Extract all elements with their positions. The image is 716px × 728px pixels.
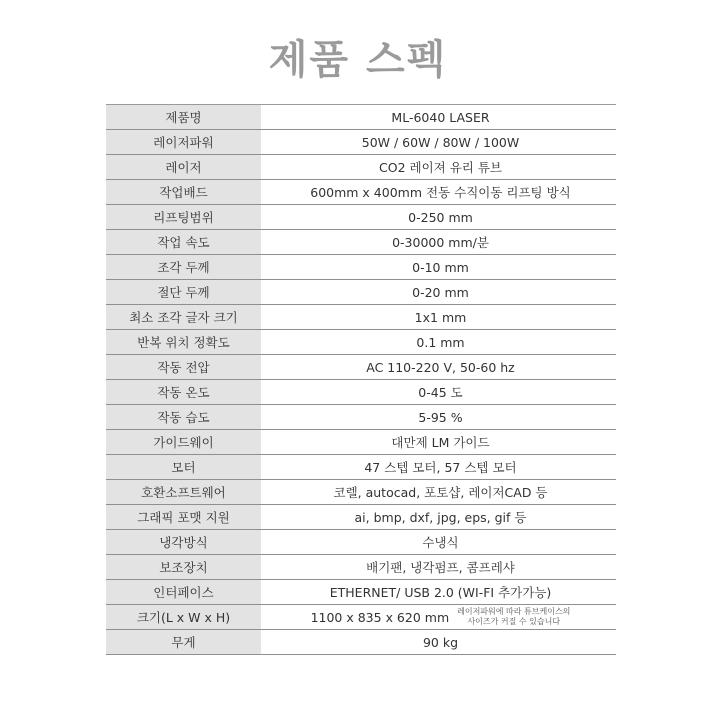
spec-value: 코렐, autocad, 포토샵, 레이저CAD 등 [333,485,548,500]
spec-table [106,104,616,655]
spec-value: 1x1 mm [414,309,467,325]
size-note-line-1: 레이저파워에 따라 튜브케이스의 [457,607,571,616]
size-note [457,607,570,627]
spec-value: 0-10 mm [412,259,469,275]
spec-value: 5-95 % [418,409,463,425]
spec-label: 모터 [106,455,261,479]
spec-row-cooling [106,530,616,555]
spec-label: 작업배드 [106,180,261,204]
spec-value: 수냉식 [422,535,459,550]
spec-row-graphic-format [106,505,616,530]
spec-row-size [106,605,616,630]
spec-label: 냉각방식 [106,530,261,554]
spec-label: 작동 온도 [106,380,261,404]
spec-value: 90 kg [422,634,459,650]
spec-label: 호환소프트웨어 [106,480,261,504]
spec-row-repeat-accuracy [106,330,616,355]
spec-value: 대만제 LM 가이드 [391,435,490,450]
spec-label: 무게 [106,630,261,654]
spec-row-voltage [106,355,616,380]
spec-row-auxiliary [106,555,616,580]
spec-row-laser [106,155,616,180]
spec-label: 반복 위치 정확도 [106,330,261,354]
spec-row-lifting-range [106,205,616,230]
spec-value: 배기팬, 냉각펌프, 콤프레샤 [366,560,515,575]
spec-row-engrave-thickness [106,255,616,280]
spec-label: 조각 두께 [106,255,261,279]
spec-row-work-bed [106,180,616,205]
spec-label: 인터페이스 [106,580,261,604]
spec-value: 50W / 60W / 80W / 100W [361,134,520,150]
spec-row-work-speed [106,230,616,255]
spec-value: 47 스텝 모터, 57 스텝 모터 [364,460,517,475]
spec-value: 0-20 mm [412,284,469,300]
spec-value: ai, bmp, dxf, jpg, eps, gif 등 [354,510,527,525]
spec-label: 그래픽 포맷 지원 [106,505,261,529]
spec-label: 절단 두께 [106,280,261,304]
spec-label: 제품명 [106,105,261,129]
spec-value: CO2 레이져 유리 튜브 [379,160,502,175]
spec-row-laser-power [106,130,616,155]
spec-row-software [106,480,616,505]
page-title: 제품 스펙 [268,37,448,83]
spec-value: 0-45 도 [418,385,463,400]
spec-label: 최소 조각 글자 크기 [106,305,261,329]
spec-row-cut-thickness [106,280,616,305]
spec-label: 가이드웨이 [106,430,261,454]
spec-label: 리프팅범위 [106,205,261,229]
spec-label: 레이저 [106,155,261,179]
spec-label: 작동 전압 [106,355,261,379]
spec-value: 0-30000 mm/분 [392,235,489,250]
spec-value: 600mm x 400mm 전동 수직이동 리프팅 방식 [310,185,571,200]
spec-value: 1100 x 835 x 620 mm [310,609,450,625]
spec-row-motor [106,455,616,480]
spec-label: 크기(L x W x H) [106,605,261,629]
spec-value: 0-250 mm [408,209,473,225]
spec-label: 작동 습도 [106,405,261,429]
size-note-line-2: 사이즈가 커질 수 있습니다 [467,617,561,626]
spec-value: ML-6040 LASER [391,109,490,125]
spec-row-humidity [106,405,616,430]
spec-row-product-name [106,105,616,130]
spec-row-min-char-size [106,305,616,330]
spec-value: 0.1 mm [416,334,465,350]
spec-label: 레이저파워 [106,130,261,154]
spec-value-with-note [265,605,616,629]
spec-row-interface [106,580,616,605]
spec-row-temperature [106,380,616,405]
spec-row-weight [106,630,616,655]
spec-label: 작업 속도 [106,230,261,254]
spec-value: AC 110-220 V, 50-60 hz [366,359,515,375]
spec-row-guideway [106,430,616,455]
spec-label: 보조장치 [106,555,261,579]
spec-value: ETHERNET/ USB 2.0 (WI-FI 추가가능) [329,585,552,600]
